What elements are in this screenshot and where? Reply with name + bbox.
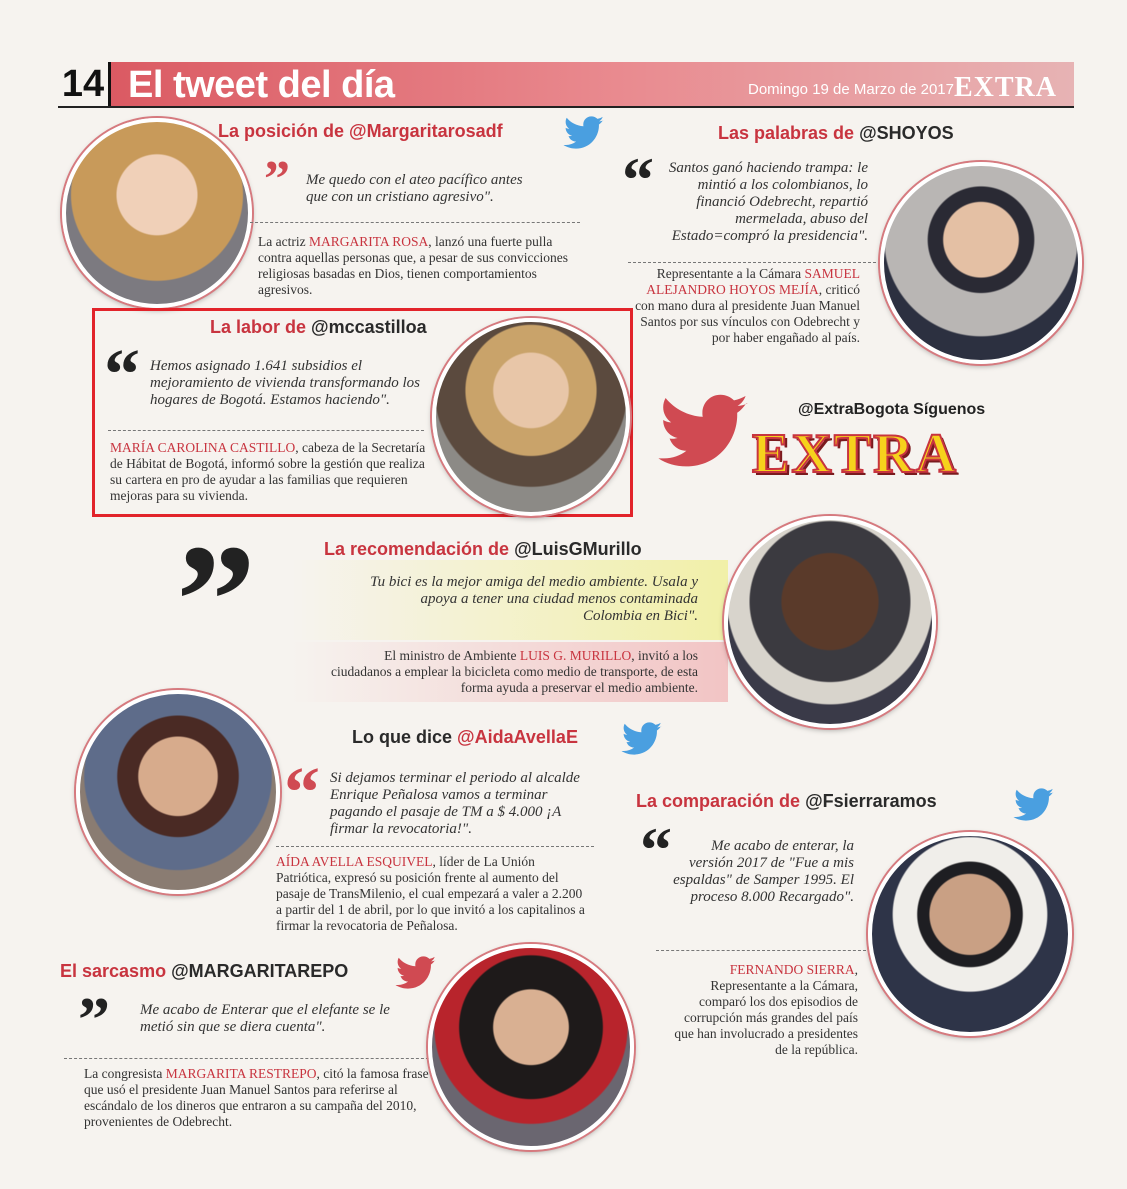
quote-mark-icon: “: [622, 144, 654, 215]
tweet-quote: Si dejamos terminar el periodo al alcalde Enrique Peñalosa vamos a terminar pagando el pasaje de TM a $ 4.000 ¡A firmar la revocatoria!".: [330, 770, 580, 837]
divider: [64, 1058, 434, 1059]
person-name: MARÍA CAROLINA CASTILLO: [110, 440, 296, 455]
tweet-title: La recomendación de @LuisGMurillo: [324, 539, 642, 559]
header-logo: EXTRA: [954, 72, 1058, 103]
avatar-fernando-sierra: [868, 832, 1072, 1036]
tweet-body: AÍDA AVELLA ESQUIVEL, líder de La Unión Patriótica, expresó su posición frente al aumento del pasaje de TransMilenio, el cual empezará a valer a 2.200 a partir del 1 de abril, por lo que invitó a los capitalinos a firmar la revocatoria de Peñalosa.: [276, 854, 585, 933]
quote-mark-icon: “: [104, 334, 140, 414]
tweet-title: Lo que dice @AidaAvellaE: [352, 727, 578, 747]
divider: [656, 950, 866, 951]
tweet-handle[interactable]: @mccastilloa: [311, 317, 427, 337]
tweet-handle[interactable]: @Margaritarosadf: [349, 121, 503, 141]
avatar-aida-avella: [76, 690, 280, 894]
tweet-body: La actriz MARGARITA ROSA, lanzó una fuerte pulla contra aquellas personas que, a pesar de sus convicciones religiosas basadas en Dios, tienen comportamientos agresivos.: [258, 234, 569, 297]
tweet-handle[interactable]: @LuisGMurillo: [514, 539, 642, 559]
person-name: AÍDA AVELLA ESQUIVEL: [276, 854, 433, 869]
divider: [108, 430, 424, 431]
tweet-body: MARÍA CAROLINA CASTILLO, cabeza de la Secretaría de Hábitat de Bogotá, informó sobre la gestión que realiza su cartera en pro de ayudar a las familias que requieren mejoras para su vivienda.: [110, 440, 426, 503]
divider: [250, 222, 580, 223]
person-name: FERNANDO SIERRA: [729, 962, 855, 977]
tweet-title: La posición de @Margaritarosadf: [218, 121, 503, 141]
quote-mark-icon: “: [284, 752, 320, 832]
avatar-maria-carolina-castillo: [432, 318, 630, 516]
person-name: MARGARITA RESTREPO: [165, 1066, 317, 1081]
tweet-quote: Me acabo de Enterar que el elefante se le metió sin que se diera cuenta".: [140, 1002, 390, 1035]
tweet-title: La labor de @mccastilloa: [210, 317, 427, 337]
tweet-quote: Hemos asignado 1.641 subsidios el mejoramiento de vivienda transformando los hogares de Bogotá. Estamos haciendo".: [150, 358, 420, 408]
tweet-quote: Me acabo de enterar, la versión 2017 de "Fue a mis espaldas" de Samper 1995. El proceso 8.000 Recargado".: [673, 838, 854, 905]
quote-mark-icon: ”: [264, 151, 290, 208]
twitter-bird-icon: [562, 116, 606, 157]
tweet-title: La comparación de @Fsierraramos: [636, 791, 937, 811]
avatar-luis-murillo: [724, 516, 936, 728]
twitter-bird-icon: [620, 722, 664, 763]
tweet-quote: Santos ganó haciendo trampa: le mintió a los colombianos, lo financió Odebrecht, repartió mermelada, abuso del Estado=compró la presidencia".: [668, 160, 868, 244]
tweet-body: El ministro de Ambiente LUIS G. MURILLO, invitó a los ciudadanos a emplear la bicicleta como medio de transporte, de esta forma ayuda a preservar el medio ambiente.: [331, 648, 698, 695]
quote-mark-icon: ”: [78, 984, 110, 1055]
person-name: MARGARITA ROSA: [308, 234, 429, 249]
quote-mark-icon: ”: [176, 511, 256, 689]
tweet-body: La congresista MARGARITA RESTREPO, citó la famosa frase que usó el presidente Juan Manuel Santos para referirse al escándalo de los dineros que entraron a su campaña del 2010, provenientes de Odebrecht.: [84, 1066, 429, 1129]
avatar-margarita-restrepo: [428, 944, 634, 1150]
tweet-title: Las palabras de @SHOYOS: [718, 123, 954, 143]
quote-mark-icon: “: [640, 814, 672, 885]
tweet-quote: Tu bici es la mejor amiga del medio ambiente. Usala y apoya a tener una ciudad menos contaminada Colombia en Bici".: [370, 574, 698, 624]
section-title: El tweet del día: [128, 64, 395, 106]
follow-text[interactable]: @ExtraBogota Síguenos: [798, 401, 986, 418]
tweet-handle[interactable]: @Fsierraramos: [805, 791, 937, 811]
extra-logo: EXTRA: [752, 423, 959, 485]
tweet-handle[interactable]: @MARGARITAREPO: [171, 961, 349, 981]
divider: [276, 846, 594, 847]
header-date: Domingo 19 de Marzo de 2017: [748, 81, 954, 98]
person-name: SAMUEL ALEJANDRO HOYOS MEJÍA: [646, 266, 860, 297]
twitter-bird-icon: [1012, 788, 1056, 829]
tweet-body: Representante a la Cámara SAMUEL ALEJANDRO HOYOS MEJÍA, criticó con mano dura al presidente Juan Manuel Santos por sus vínculos con Odebrecht y por haber engañado al país.: [635, 266, 860, 345]
person-name: LUIS G. MURILLO: [519, 648, 632, 663]
tweet-quote: Me quedo con el ateo pacífico antes que con un cristiano agresivo".: [306, 172, 523, 205]
tweet-body: FERNANDO SIERRA, Representante a la Cámara, comparó los dos episodios de corrupción más grandes del país que han involucrado a presidentes de la república.: [674, 962, 858, 1057]
divider: [628, 262, 876, 263]
page-number: 14: [58, 62, 111, 106]
avatar-margarita-rosa: [62, 118, 252, 308]
twitter-bird-icon: [394, 956, 438, 997]
avatar-samuel-hoyos: [880, 162, 1082, 364]
tweet-handle[interactable]: @AidaAvellaE: [457, 727, 578, 747]
twitter-bird-icon: [654, 394, 754, 479]
tweet-handle[interactable]: @SHOYOS: [859, 123, 954, 143]
tweet-title: El sarcasmo @MARGARITAREPO: [60, 961, 349, 981]
